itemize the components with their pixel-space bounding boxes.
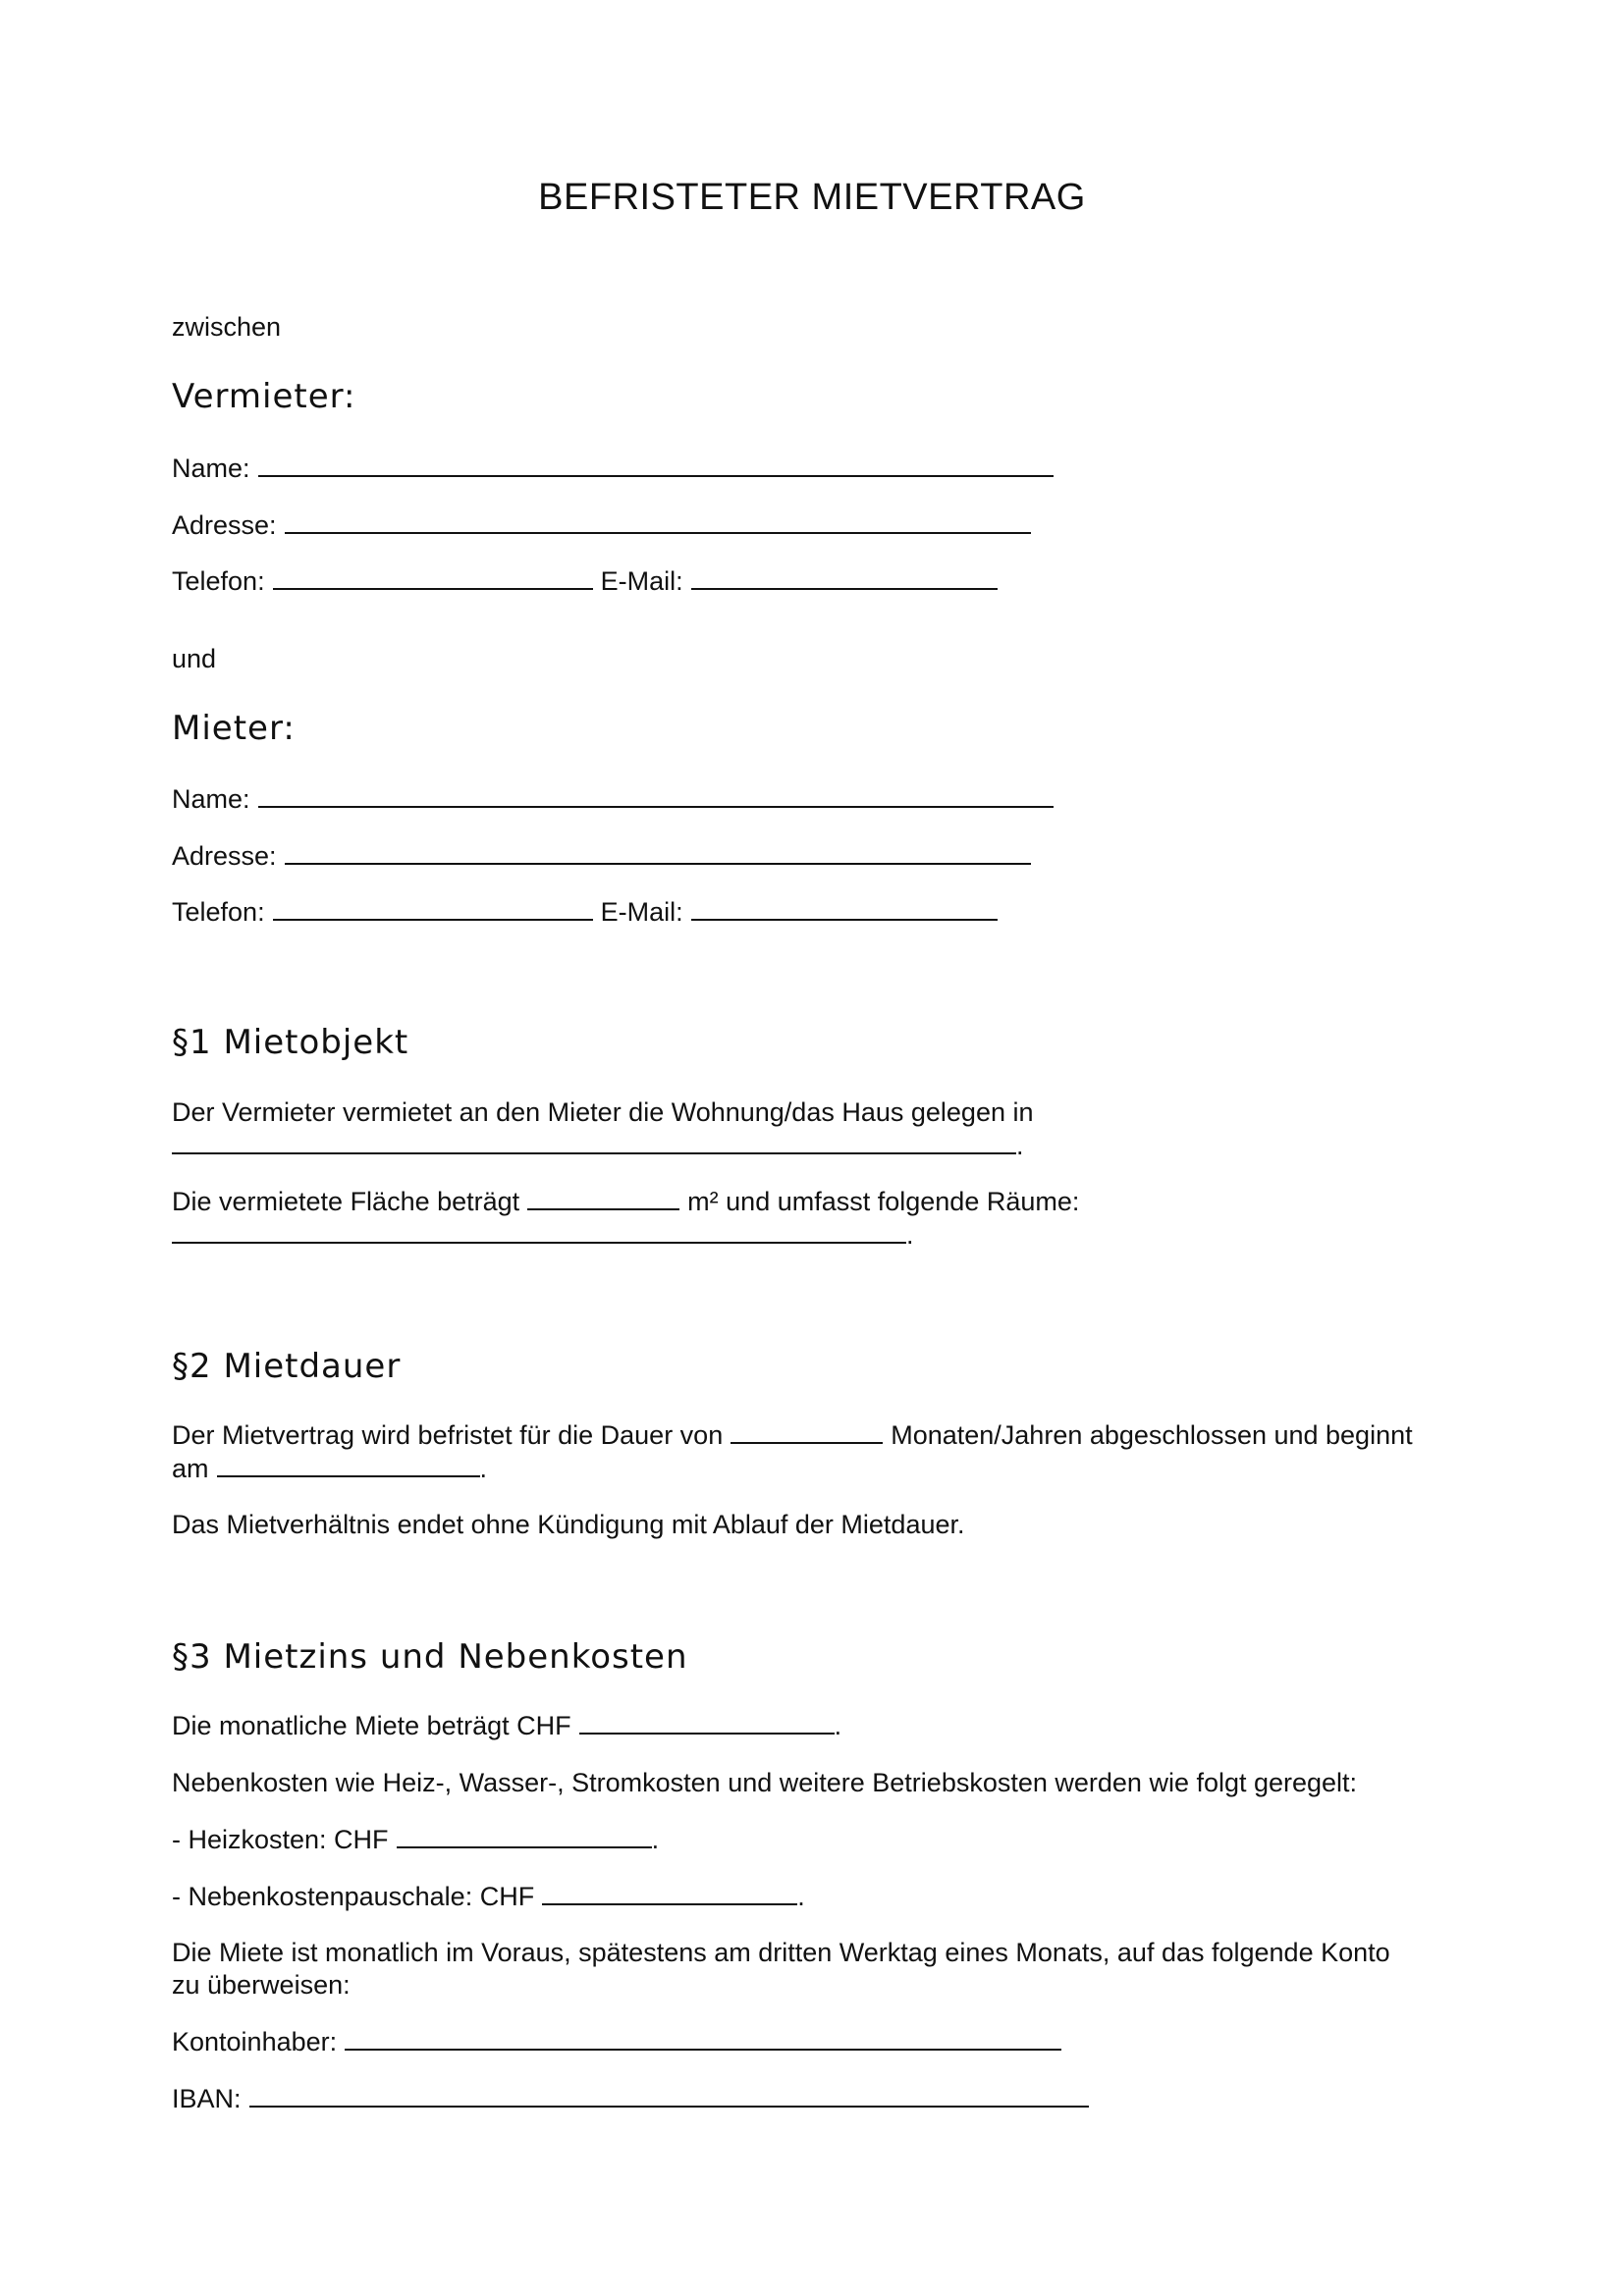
tenant-contact-row	[172, 895, 998, 929]
rent-label: Die monatliche Miete beträgt CHF	[172, 1711, 571, 1740]
landlord-contact-row	[172, 564, 998, 598]
iban-row	[172, 2082, 1089, 2115]
iban-field[interactable]	[249, 2082, 1089, 2108]
section1-area-row	[172, 1185, 1079, 1218]
section3-heading: §3 Mietzins und Nebenkosten	[172, 1637, 688, 1677]
start-date-field[interactable]	[217, 1452, 480, 1477]
section2-text2: Das Mietverhältnis endet ohne Kündigung mit Ablauf der Mietdauer.	[172, 1510, 965, 1539]
tenant-heading: Mieter:	[172, 709, 296, 748]
period: .	[651, 1825, 660, 1854]
account-holder-field[interactable]	[345, 2025, 1061, 2051]
flat-rate-label: - Nebenkostenpauschale: CHF	[172, 1882, 535, 1911]
rent-row	[172, 1709, 841, 1742]
area-label: Die vermietete Fläche beträgt	[172, 1187, 520, 1216]
section1-rooms-row	[172, 1218, 914, 1252]
landlord-name-label: Name:	[172, 454, 250, 483]
landlord-address-row	[172, 508, 1031, 542]
payment-text-1: Die Miete ist monatlich im Voraus, spätestens am dritten Werktag eines Monats, auf das folgende Konto	[172, 1938, 1390, 1967]
iban-label: IBAN:	[172, 2084, 242, 2113]
tenant-phone-label: Telefon:	[172, 897, 265, 927]
tenant-name-field[interactable]	[258, 782, 1054, 808]
account-holder-label: Kontoinhaber:	[172, 2027, 338, 2056]
tenant-phone-field[interactable]	[273, 895, 593, 921]
duration-unit-label: Monaten/Jahren abgeschlossen und beginnt	[891, 1420, 1413, 1450]
section2-heading: §2 Mietdauer	[172, 1347, 402, 1386]
landlord-phone-label: Telefon:	[172, 566, 265, 596]
tenant-address-field[interactable]	[285, 839, 1031, 865]
start-label: am	[172, 1454, 209, 1483]
tenant-address-label: Adresse:	[172, 841, 277, 871]
account-holder-row	[172, 2025, 1061, 2058]
heating-row	[172, 1823, 659, 1856]
landlord-email-field[interactable]	[691, 564, 998, 590]
period: .	[834, 1711, 842, 1740]
landlord-address-label: Adresse:	[172, 510, 277, 540]
property-location-field[interactable]	[172, 1129, 1016, 1154]
period: .	[479, 1454, 488, 1483]
tenant-name-label: Name:	[172, 784, 250, 814]
landlord-email-label: E-Mail:	[600, 566, 683, 596]
flat-rate-row	[172, 1880, 805, 1913]
flat-rate-field[interactable]	[542, 1880, 797, 1905]
payment-text-2: zu überweisen:	[172, 1970, 351, 2000]
period: .	[1016, 1131, 1024, 1160]
landlord-name-field[interactable]	[258, 452, 1054, 477]
between-text: zwischen	[172, 312, 282, 342]
landlord-phone-field[interactable]	[273, 564, 593, 590]
tenant-email-label: E-Mail:	[600, 897, 683, 927]
extra-costs-text: Nebenkosten wie Heiz-, Wasser-, Stromkosten und weitere Betriebskosten werden wie folgt geregelt:	[172, 1768, 1358, 1797]
rooms-label: m² und umfasst folgende Räume:	[687, 1187, 1080, 1216]
period: .	[797, 1882, 805, 1911]
section1-location-row	[172, 1129, 1024, 1162]
heating-field[interactable]	[397, 1823, 652, 1848]
landlord-name-row	[172, 452, 1054, 485]
tenant-address-row	[172, 839, 1031, 873]
period: .	[906, 1220, 914, 1250]
tenant-name-row	[172, 782, 1054, 816]
rooms-field[interactable]	[172, 1218, 906, 1244]
landlord-heading: Vermieter:	[172, 377, 356, 416]
tenant-email-field[interactable]	[691, 895, 998, 921]
rent-field[interactable]	[579, 1709, 835, 1735]
section2-duration-row	[172, 1418, 1413, 1452]
section1-text1: Der Vermieter vermietet an den Mieter die Wohnung/das Haus gelegen in	[172, 1097, 1034, 1127]
duration-field[interactable]	[731, 1418, 883, 1444]
landlord-address-field[interactable]	[285, 508, 1031, 534]
document-title: BEFRISTETER MIETVERTRAG	[538, 177, 1086, 218]
duration-label: Der Mietvertrag wird befristet für die Dauer von	[172, 1420, 724, 1450]
section1-heading: §1 Mietobjekt	[172, 1023, 409, 1062]
area-field[interactable]	[527, 1185, 679, 1210]
section2-start-row	[172, 1452, 487, 1485]
and-text: und	[172, 644, 217, 673]
heating-label: - Heizkosten: CHF	[172, 1825, 389, 1854]
